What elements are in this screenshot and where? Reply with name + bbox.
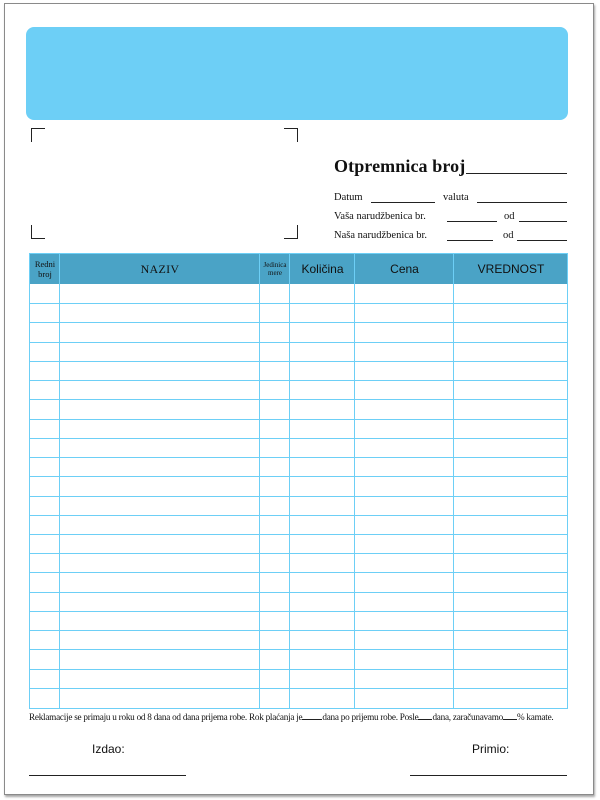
payment-days-field[interactable] <box>302 719 322 720</box>
table-row[interactable] <box>30 342 567 361</box>
row-divider <box>30 476 567 477</box>
document-title: Otpremnica broj <box>334 156 466 176</box>
table-row[interactable] <box>30 553 567 572</box>
table-row[interactable] <box>30 380 567 399</box>
row-divider <box>30 496 567 497</box>
your-order-label: Vaša narudžbenica br. <box>334 211 426 222</box>
terms-note <box>29 712 574 722</box>
interest-rate-field[interactable] <box>503 719 517 720</box>
terms-text-3: dana, zaračunavamo <box>432 712 503 722</box>
address-box-corner <box>31 128 45 142</box>
interest-after-days-field[interactable] <box>418 719 432 720</box>
row-divider <box>30 457 567 458</box>
row-divider <box>30 688 567 689</box>
currency-label: valuta <box>443 192 469 203</box>
column-divider <box>354 254 355 708</box>
address-box-corner <box>284 225 298 239</box>
table-row[interactable] <box>30 534 567 553</box>
row-divider <box>30 592 567 593</box>
row-divider <box>30 419 567 420</box>
table-row[interactable] <box>30 592 567 611</box>
col-header-quantity: Količina <box>301 262 344 276</box>
table-row[interactable] <box>30 303 567 322</box>
row-divider <box>30 649 567 650</box>
row-divider <box>30 322 567 323</box>
row-divider <box>30 380 567 381</box>
row-divider <box>30 572 567 573</box>
row-divider <box>30 303 567 304</box>
issued-by-signature-line[interactable] <box>29 775 186 776</box>
col-header-value: VREDNOST <box>477 262 545 276</box>
row-divider <box>30 630 567 631</box>
received-by-signature-line[interactable] <box>410 775 567 776</box>
table-row[interactable] <box>30 611 567 630</box>
row-divider <box>30 611 567 612</box>
terms-text-4: % kamate. <box>516 712 554 722</box>
row-divider <box>30 534 567 535</box>
currency-field[interactable] <box>477 202 567 203</box>
column-divider <box>59 254 60 708</box>
table-row[interactable] <box>30 457 567 476</box>
row-divider <box>30 669 567 670</box>
row-divider <box>30 399 567 400</box>
table-row[interactable] <box>30 630 567 649</box>
table-row[interactable] <box>30 361 567 380</box>
address-box-corner <box>31 225 45 239</box>
issued-by-label: Izdao: <box>92 742 125 756</box>
table-row[interactable] <box>30 438 567 457</box>
table-row[interactable] <box>30 322 567 341</box>
column-divider <box>289 254 290 708</box>
row-divider <box>30 361 567 362</box>
document-number-field[interactable] <box>466 173 567 174</box>
row-divider <box>30 515 567 516</box>
row-divider <box>30 553 567 554</box>
col-header-price: Cena <box>390 262 419 276</box>
your-order-number-field[interactable] <box>447 221 497 222</box>
col-header-unit: Jedinica mere <box>263 260 287 277</box>
date-label: Datum <box>334 192 363 203</box>
table-row[interactable] <box>30 419 567 438</box>
table-row[interactable] <box>30 688 567 707</box>
table-row[interactable] <box>30 476 567 495</box>
table-row[interactable] <box>30 399 567 418</box>
your-order-from-label: od <box>504 211 515 222</box>
row-divider <box>30 438 567 439</box>
header-band <box>26 27 568 120</box>
column-divider <box>259 254 260 708</box>
column-divider <box>453 254 454 708</box>
address-box-corner <box>284 128 298 142</box>
table-header <box>30 254 567 284</box>
col-header-name: NAZIV <box>140 261 180 276</box>
terms-text-2: dana po prijemu robe. Posle <box>322 712 419 722</box>
row-divider <box>30 342 567 343</box>
table-row[interactable] <box>30 572 567 591</box>
your-order-date-field[interactable] <box>519 221 567 222</box>
table-row[interactable] <box>30 649 567 668</box>
items-table <box>29 253 568 709</box>
received-by-label: Primio: <box>472 742 510 756</box>
table-row[interactable] <box>30 284 567 303</box>
our-order-from-label: od <box>503 230 514 241</box>
col-header-ordinal: Redni broj <box>34 259 56 279</box>
date-field[interactable] <box>371 202 435 203</box>
our-order-label: Naša narudžbenica br. <box>334 230 427 241</box>
our-order-date-field[interactable] <box>517 240 567 241</box>
table-row[interactable] <box>30 669 567 688</box>
our-order-number-field[interactable] <box>447 240 493 241</box>
terms-text-1: Reklamacije se primaju u roku od 8 dana od dana prijema robe. Rok plaćanja je <box>29 712 303 722</box>
table-row[interactable] <box>30 515 567 534</box>
table-row[interactable] <box>30 496 567 515</box>
